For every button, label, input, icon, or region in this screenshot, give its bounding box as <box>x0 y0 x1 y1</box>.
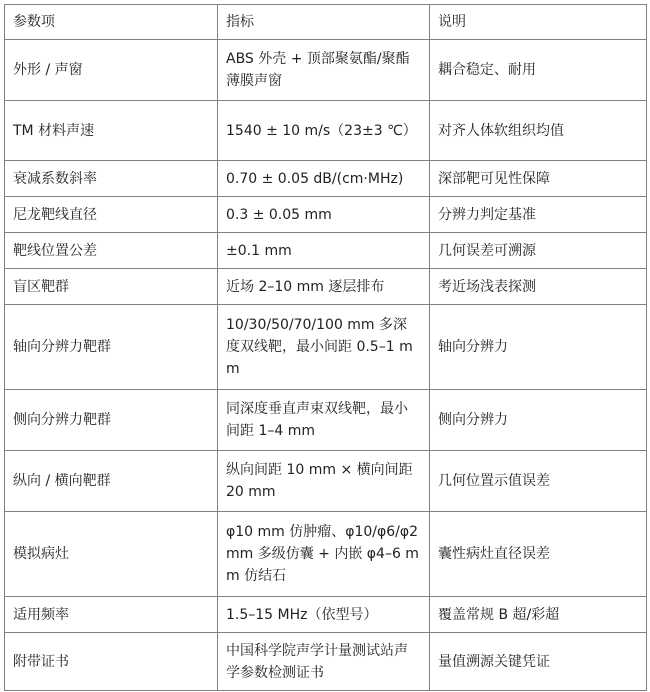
cell-note: 轴向分辨力 <box>430 305 647 390</box>
cell-spec: φ10 mm 仿肿瘤、φ10/φ6/φ2 mm 多级仿囊 + 内嵌 φ4–6 mm 仿结石 <box>218 512 430 597</box>
cell-spec: ABS 外壳 + 顶部聚氨酯/聚酯薄膜声窗 <box>218 40 430 101</box>
table-row <box>5 269 647 305</box>
cell-note: 分辨力判定基准 <box>430 197 647 233</box>
cell-param: TM 材料声速 <box>5 101 218 161</box>
cell-note: 囊性病灶直径误差 <box>430 512 647 597</box>
table-row <box>5 197 647 233</box>
cell-param: 侧向分辨力靶群 <box>5 390 218 451</box>
cell-param: 轴向分辨力靶群 <box>5 305 218 390</box>
cell-spec: 同深度垂直声束双线靶，最小间距 1–4 mm <box>218 390 430 451</box>
cell-spec: ±0.1 mm <box>218 233 430 269</box>
cell-param: 适用频率 <box>5 597 218 633</box>
cell-param: 衰减系数斜率 <box>5 161 218 197</box>
header-param: 参数项 <box>5 5 218 40</box>
table-row <box>5 512 647 597</box>
cell-param: 模拟病灶 <box>5 512 218 597</box>
spec-table <box>4 4 647 691</box>
table-row <box>5 451 647 512</box>
cell-param: 靶线位置公差 <box>5 233 218 269</box>
cell-spec: 1540 ± 10 m/s（23±3 ℃） <box>218 101 430 161</box>
cell-param: 纵向 / 横向靶群 <box>5 451 218 512</box>
cell-note: 几何误差可溯源 <box>430 233 647 269</box>
table-row <box>5 40 647 101</box>
cell-note: 耦合稳定、耐用 <box>430 40 647 101</box>
cell-note: 深部靶可见性保障 <box>430 161 647 197</box>
cell-note: 覆盖常规 B 超/彩超 <box>430 597 647 633</box>
header-spec: 指标 <box>218 5 430 40</box>
cell-spec: 1.5–15 MHz（依型号） <box>218 597 430 633</box>
table-row <box>5 633 647 691</box>
table-row <box>5 233 647 269</box>
cell-spec: 0.3 ± 0.05 mm <box>218 197 430 233</box>
table-row <box>5 597 647 633</box>
cell-spec: 纵向间距 10 mm × 横向间距 20 mm <box>218 451 430 512</box>
table-row <box>5 390 647 451</box>
cell-param: 外形 / 声窗 <box>5 40 218 101</box>
table-row <box>5 161 647 197</box>
table-header-row <box>5 5 647 40</box>
cell-note: 侧向分辨力 <box>430 390 647 451</box>
cell-note: 考近场浅表探测 <box>430 269 647 305</box>
cell-spec: 0.70 ± 0.05 dB/(cm·MHz) <box>218 161 430 197</box>
table-row <box>5 305 647 390</box>
cell-note: 对齐人体软组织均值 <box>430 101 647 161</box>
header-note: 说明 <box>430 5 647 40</box>
cell-param: 附带证书 <box>5 633 218 691</box>
cell-spec: 中国科学院声学计量测试站声学参数检测证书 <box>218 633 430 691</box>
table-row <box>5 101 647 161</box>
cell-spec: 10/30/50/70/100 mm 多深度双线靶，最小间距 0.5–1 mm <box>218 305 430 390</box>
cell-param: 盲区靶群 <box>5 269 218 305</box>
cell-note: 几何位置示值误差 <box>430 451 647 512</box>
cell-param: 尼龙靶线直径 <box>5 197 218 233</box>
cell-spec: 近场 2–10 mm 逐层排布 <box>218 269 430 305</box>
cell-note: 量值溯源关键凭证 <box>430 633 647 691</box>
